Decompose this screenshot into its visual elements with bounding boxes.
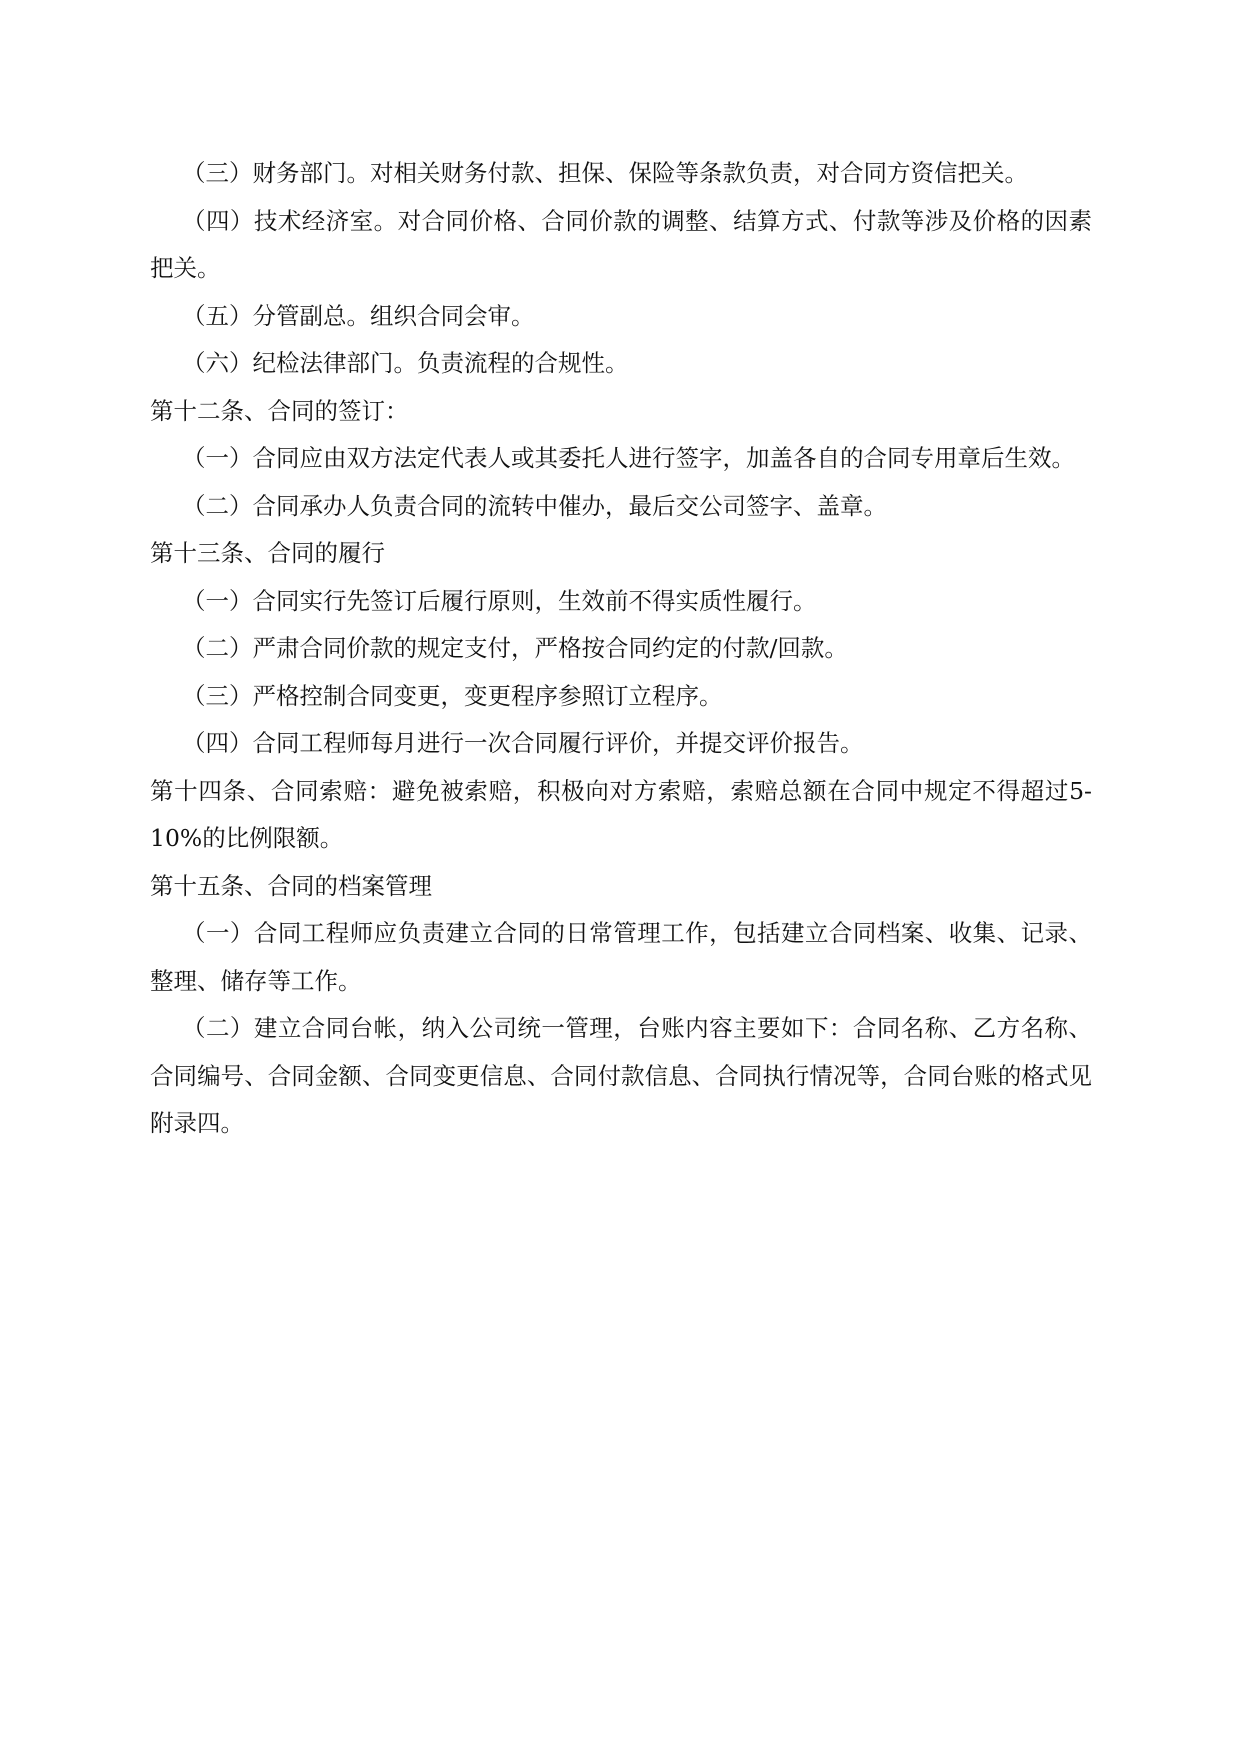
paragraph-archive-1: （一）合同工程师应负责建立合同的日常管理工作，包括建立合同档案、收集、记录、整理、储存等工作。 — [150, 919, 1092, 995]
paragraph-performance-4: （四）合同工程师每月进行一次合同履行评价，并提交评价报告。 — [182, 729, 864, 757]
paragraph-legal-dept: （六）纪检法律部门。负责流程的合规性。 — [182, 349, 629, 377]
paragraph-performance-2: （二）严肃合同价款的规定支付，严格按合同约定的付款/回款。 — [182, 634, 848, 662]
article-15-heading: 第十五条、合同的档案管理 — [150, 871, 432, 900]
paragraph-signing-1: （一）合同应由双方法定代表人或其委托人进行签字，加盖各自的合同专用章后生效。 — [182, 444, 1075, 472]
paragraph-finance-dept: （三）财务部门。对相关财务付款、担保、保险等条款负责，对合同方资信把关。 — [182, 159, 1028, 187]
article-13-heading: 第十三条、合同的履行 — [150, 539, 385, 567]
article-12-heading: 第十二条、合同的签订： — [150, 396, 409, 425]
article-14-claims: 第十四条、合同索赔：避免被索赔，积极向对方索赔，索赔总额在合同中规定不得超过5-10%的比例限额。 — [150, 776, 1092, 852]
paragraph-performance-3: （三）严格控制合同变更，变更程序参照订立程序。 — [182, 681, 723, 710]
paragraph-tech-economic-office: （四）技术经济室。对合同价格、合同价款的调整、结算方式、付款等涉及价格的因素把关。 — [150, 206, 1092, 282]
paragraph-performance-1: （一）合同实行先签订后履行原则，生效前不得实质性履行。 — [182, 586, 817, 615]
paragraph-signing-2: （二）合同承办人负责合同的流转中催办，最后交公司签字、盖章。 — [182, 491, 887, 520]
paragraph-deputy-manager: （五）分管副总。组织合同会审。 — [182, 301, 535, 330]
paragraph-archive-2: （二）建立合同台帐，纳入公司统一管理，台账内容主要如下：合同名称、乙方名称、合同编号、合同金额、合同变更信息、合同付款信息、合同执行情况等，合同台账的格式见附录四。 — [150, 1014, 1092, 1137]
document-body — [150, 150, 1092, 1148]
